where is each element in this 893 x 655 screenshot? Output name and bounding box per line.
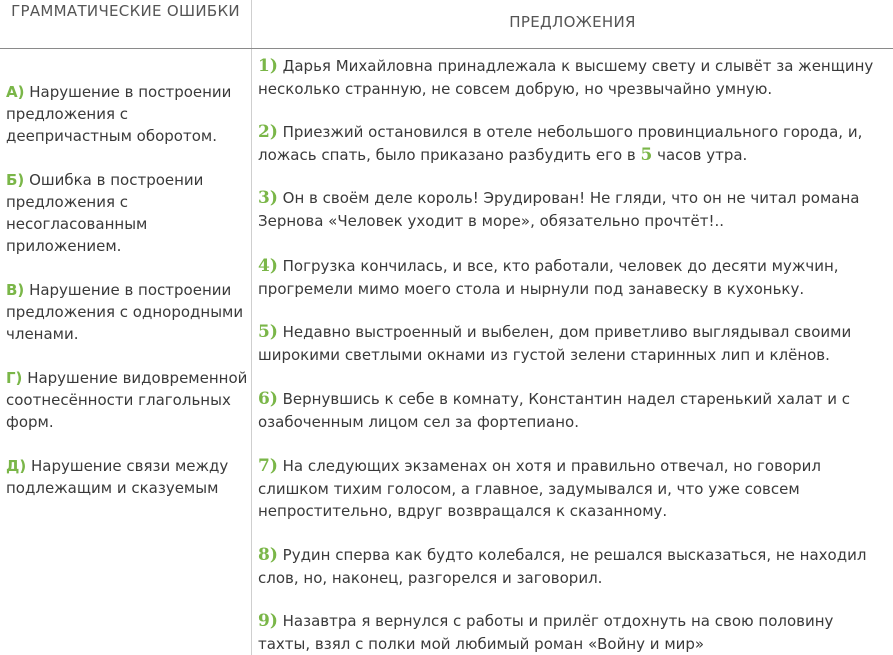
sentence-number: 2) — [258, 122, 278, 142]
sentence-number: 1) — [258, 56, 278, 76]
highlighted-number: 5 — [640, 144, 653, 165]
error-letter: Г) — [6, 369, 23, 387]
error-item — [6, 455, 248, 499]
error-letter: А) — [6, 83, 25, 101]
header-errors: ГРАММАТИЧЕСКИЕ ОШИБКИ — [11, 2, 240, 20]
sentence-item — [258, 255, 890, 300]
error-letter: Б) — [6, 171, 25, 189]
error-text: Нарушение в построении предложения с деепричастным оборотом. — [6, 83, 232, 145]
sentence-text: Он в своём деле король! Эрудирован! Не гляди, что он не читал романа Зернова «Человек уходит в море», обязательно прочтёт!.. — [258, 189, 860, 230]
sentence-item — [258, 455, 890, 523]
error-letter: В) — [6, 281, 25, 299]
header-sentences: ПРЕДЛОЖЕНИЯ — [509, 13, 636, 31]
error-item — [6, 279, 248, 345]
sentence-text: Недавно выстроенный и выбелен, дом приветливо выглядывал своими широкими светлыми окнами из густой зелени старинных лип и клёнов. — [258, 323, 852, 364]
column-divider — [251, 0, 252, 655]
sentence-number: 6) — [258, 389, 278, 409]
error-item — [6, 367, 248, 433]
sentence-text: Погрузка кончилась, и все, кто работали, человек до десяти мужчин, прогремели мимо моего стола и нырнули под занавеску в кухоньку. — [258, 257, 839, 298]
error-text: Нарушение видовременной соотнесённости глагольных форм. — [6, 369, 248, 431]
sentence-item — [258, 55, 890, 100]
sentence-text: Приезжий остановился в отеле небольшого провинциального города, и, ложась спать, было приказано разбудить его в — [258, 123, 863, 164]
sentence-item — [258, 610, 890, 655]
sentence-number: 3) — [258, 188, 278, 208]
sentence-text-end: часов утра. — [652, 145, 748, 164]
sentence-number: 7) — [258, 456, 278, 476]
sentence-number: 4) — [258, 256, 278, 276]
sentence-text: Рудин сперва как будто колебался, не решался высказаться, не находил слов, но, наконец, разгорелся и заговорил. — [258, 546, 867, 587]
sentence-number: 5) — [258, 322, 278, 342]
sentence-text: Вернувшись к себе в комнату, Константин надел старенький халат и с озабоченным лицом сел за фортепиано. — [258, 390, 851, 431]
sentence-item — [258, 388, 890, 433]
error-text: Нарушение связи между подлежащим и сказуемым — [6, 457, 229, 497]
sentence-item — [258, 121, 890, 166]
sentence-number: 8) — [258, 545, 278, 565]
error-item — [6, 169, 248, 257]
sentence-text: На следующих экзаменах он хотя и правильно отвечал, но говорил слишком тихим голосом, а главное, задумывался и, что уже совсем непростительно, вдруг возвращался к сказанному. — [258, 457, 821, 520]
error-text: Ошибка в построении предложения с несогласованным приложением. — [6, 171, 204, 255]
sentence-item — [258, 187, 890, 232]
sentence-item — [258, 544, 890, 589]
error-letter: Д) — [6, 457, 27, 475]
sentence-number: 9) — [258, 611, 278, 631]
error-item — [6, 81, 248, 147]
error-text: Нарушение в построении предложения с однородными членами. — [6, 281, 244, 343]
sentence-text: Дарья Михайловна принадлежала к высшему свету и слывёт за женщину несколько странную, не совсем добрую, но чрезвычайно умную. — [258, 57, 874, 98]
sentence-item — [258, 321, 890, 366]
sentence-text: Назавтра я вернулся с работы и прилёг отдохнуть на свою половину тахты, взял с полки мой любимый роман «Войну и мир» — [258, 612, 834, 653]
header-divider — [0, 48, 893, 49]
